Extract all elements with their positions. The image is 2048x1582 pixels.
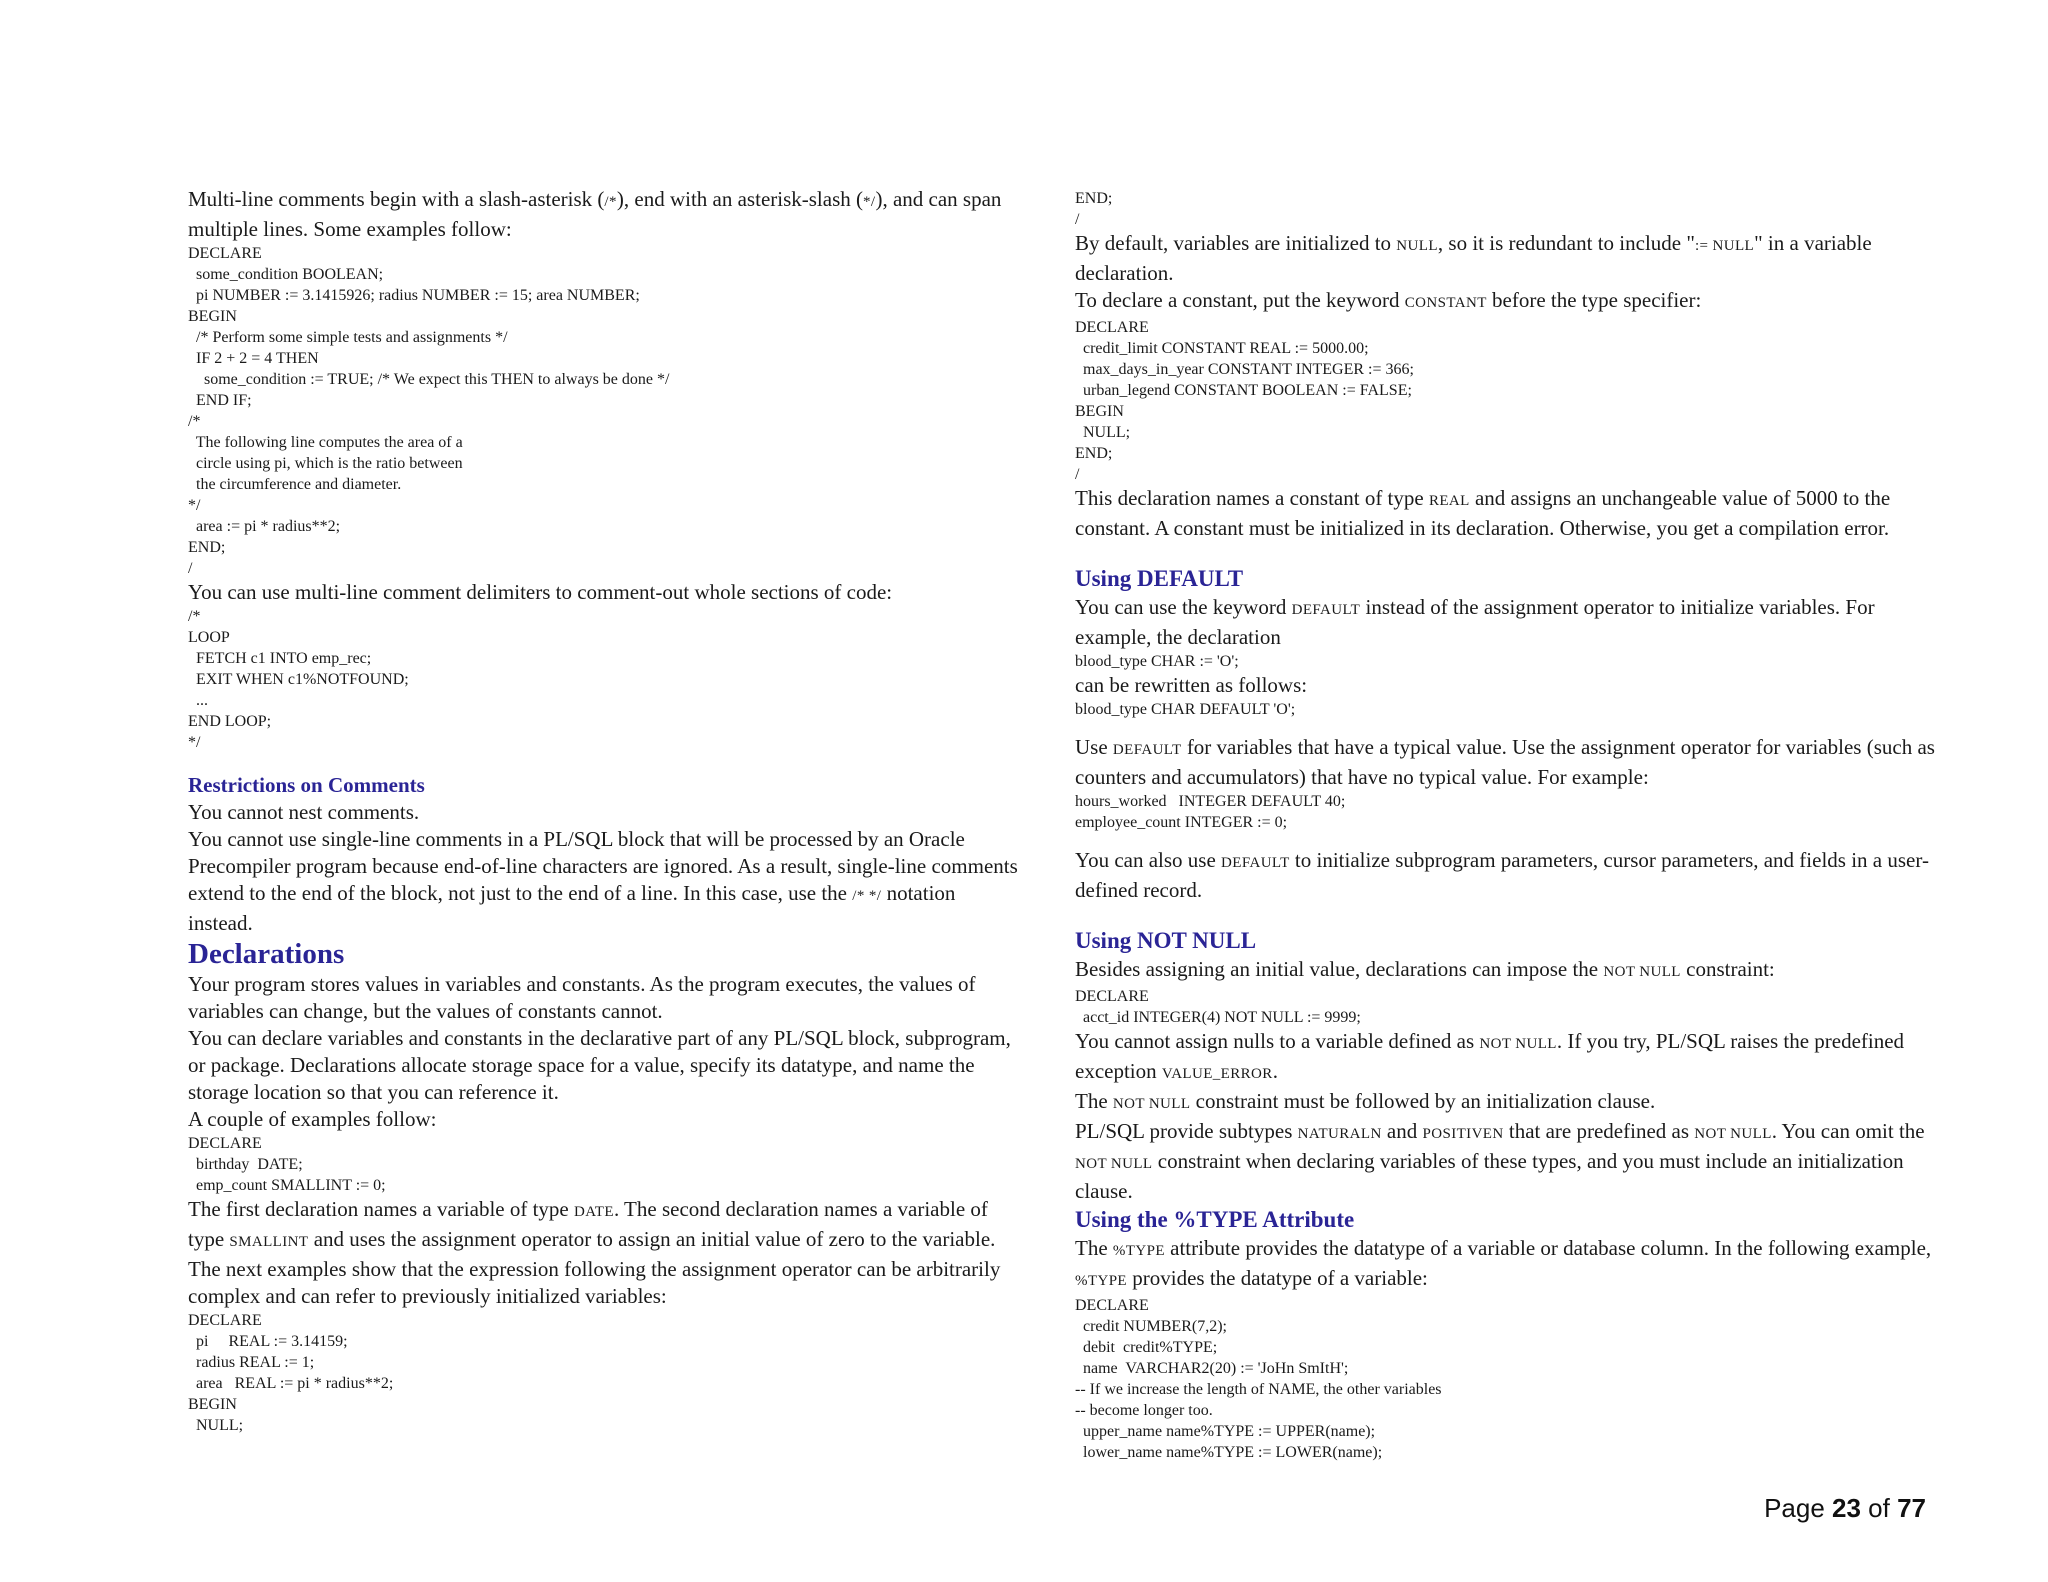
code-line: -- become longer too. — [1075, 1402, 1213, 1419]
code-line: LOOP — [188, 629, 230, 646]
operator-text: /* — [604, 194, 617, 210]
code-line: credit_limit CONSTANT REAL := 5000.00; — [1075, 340, 1369, 357]
keyword-text: DEFAULT — [1291, 602, 1361, 618]
code-line: END; — [1075, 445, 1113, 462]
code-line: The following line computes the area of a — [188, 434, 463, 451]
code-block-3 — [188, 1133, 1018, 1196]
keyword-text: %TYPE — [1112, 1243, 1165, 1259]
heading-restrictions-on-comments: Restrictions on Comments — [188, 773, 425, 797]
text: To declare a constant, put the keyword — [1075, 288, 1405, 312]
keyword-text: CONSTANT — [1404, 295, 1487, 311]
text: You cannot assign nulls to a variable defined as — [1075, 1029, 1480, 1053]
text: . You can omit the — [1771, 1119, 1925, 1143]
code-line: DECLARE — [1075, 319, 1149, 336]
code-line: -- If we increase the length of NAME, the other variables — [1075, 1381, 1442, 1398]
code-line: FETCH c1 INTO emp_rec; — [188, 650, 372, 667]
keyword-text: VALUE_ERROR — [1161, 1066, 1273, 1082]
text: . If you try, PL/SQL raises the predefined exception — [1075, 1029, 1905, 1083]
keyword-text: NULL — [1396, 238, 1438, 254]
operator-text: /* */ — [852, 888, 882, 904]
code-block-9 — [1075, 791, 1940, 833]
paragraph-also-default — [1075, 847, 1940, 904]
code-line: the circumference and diameter. — [188, 476, 402, 493]
keyword-text: NOT NULL — [1112, 1096, 1191, 1112]
code-line: area := pi * radius**2; — [188, 518, 341, 535]
paragraph-first-decl — [188, 1196, 1018, 1256]
code-line: ... — [188, 692, 208, 709]
text: and uses the assignment operator to assign an initial value of zero to the variable. — [308, 1227, 996, 1251]
code-line: blood_type CHAR := 'O'; — [1075, 653, 1239, 670]
code-block-8 — [1075, 699, 1940, 720]
text: " in a variable declaration. — [1075, 231, 1872, 285]
code-line: birthday DATE; — [188, 1156, 303, 1173]
code-block-5 — [1075, 188, 1940, 230]
code-line: credit NUMBER(7,2); — [1075, 1318, 1227, 1335]
footer-of: of — [1860, 1493, 1898, 1523]
keyword-text: DEFAULT — [1112, 742, 1182, 758]
code-line: */ — [188, 497, 201, 514]
paragraph-no-nest: You cannot nest comments. — [188, 800, 420, 824]
keyword-text: NOT NULL — [1075, 1156, 1153, 1172]
code-line: /* — [188, 608, 201, 625]
code-line: DECLARE — [188, 245, 262, 262]
code-line: /* Perform some simple tests and assignments */ — [188, 329, 508, 346]
paragraph-single-line — [188, 826, 1018, 937]
code-line: END; — [1075, 190, 1113, 207]
code-line: pi REAL := 3.14159; — [188, 1333, 348, 1350]
text: The — [1075, 1089, 1113, 1113]
code-line: / — [1075, 211, 1080, 228]
paragraph-rewritten: can be rewritten as follows: — [1075, 673, 1308, 697]
left-column — [188, 186, 1018, 1436]
code-line: area REAL := pi * radius**2; — [188, 1375, 394, 1392]
code-block-10 — [1075, 986, 1940, 1028]
code-line: urban_legend CONSTANT BOOLEAN := FALSE; — [1075, 382, 1412, 399]
paragraph-comment-out: You can use multi-line comment delimiters to comment-out whole sections of code: — [188, 580, 893, 604]
code-line: /* — [188, 413, 201, 430]
text: , so it is redundant to include " — [1437, 231, 1695, 255]
paragraph-notnull-3 — [1075, 1088, 1940, 1118]
text: Besides assigning an initial value, declarations can impose the — [1075, 957, 1604, 981]
paragraph-default-keyword — [1075, 594, 1940, 651]
paragraph-default-init — [1075, 230, 1940, 287]
text: for variables that have a typical value. Use the assignment operator for variables (such as counters and accumulators) that have no typical value. For example: — [1075, 735, 1935, 789]
code-line: employee_count INTEGER := 0; — [1075, 814, 1288, 831]
code-line: max_days_in_year CONSTANT INTEGER := 366; — [1075, 361, 1414, 378]
code-block-4 — [188, 1310, 1018, 1436]
keyword-text: DATE — [574, 1204, 614, 1220]
code-line: */ — [188, 734, 201, 751]
operator-text: */ — [863, 194, 876, 210]
text: and — [1381, 1119, 1423, 1143]
keyword-text: NOT NULL — [1694, 1126, 1772, 1142]
code-line: upper_name name%TYPE := UPPER(name); — [1075, 1423, 1376, 1440]
paragraph-use-default — [1075, 734, 1940, 791]
code-line: some_condition BOOLEAN; — [188, 266, 384, 283]
paragraph-decl-1: Your program stores values in variables and constants. As the program executes, the values of variables can change, but the values of constants cannot. — [188, 972, 976, 1023]
code-line: NULL; — [1075, 424, 1131, 441]
paragraph-constant — [1075, 287, 1940, 317]
text: Multi-line comments begin with a slash-asterisk ( — [188, 187, 605, 211]
code-line: DECLARE — [1075, 1297, 1149, 1314]
right-column — [1075, 188, 1940, 1463]
text: that are predefined as — [1503, 1119, 1695, 1143]
code-line: name VARCHAR2(20) := 'JoHn SmItH'; — [1075, 1360, 1349, 1377]
text: This declaration names a constant of type — [1075, 486, 1429, 510]
code-line: / — [1075, 466, 1080, 483]
heading-using-default: Using DEFAULT — [1075, 566, 1244, 591]
total-page-count: 77 — [1897, 1493, 1926, 1523]
paragraph-notnull-1 — [1075, 956, 1940, 986]
heading-using-not-null: Using NOT NULL — [1075, 928, 1257, 953]
keyword-text: DEFAULT — [1221, 855, 1290, 871]
code-line: circle using pi, which is the ratio between — [188, 455, 463, 472]
text: constraint: — [1680, 957, 1775, 981]
text: You cannot use single-line comments in a PL/SQL block that will be processed by an Oracle Precompiler program because end-of-line characters are ignored. As a result, single-line comments extend to the end of the block, not just to the end of a line. In this case, use the — [188, 827, 1018, 905]
code-line: some_condition := TRUE; /* We expect this THEN to always be done */ — [188, 371, 670, 388]
code-line: END IF; — [188, 392, 252, 409]
text: Use — [1075, 735, 1113, 759]
keyword-text: NOT NULL — [1479, 1036, 1557, 1052]
text: You can use the keyword — [1075, 595, 1292, 619]
text: . — [1272, 1059, 1278, 1083]
text: provides the datatype of a variable: — [1127, 1266, 1428, 1290]
text: PL/SQL provide subtypes — [1075, 1119, 1298, 1143]
paragraph-notnull-2 — [1075, 1028, 1940, 1088]
code-block-11 — [1075, 1295, 1940, 1463]
text: ), end with an asterisk-slash ( — [616, 187, 863, 211]
code-line: BEGIN — [1075, 403, 1124, 420]
code-line: radius REAL := 1; — [188, 1354, 315, 1371]
code-block-2 — [188, 606, 1018, 753]
keyword-text: REAL — [1428, 493, 1470, 509]
text: constraint must be followed by an initialization clause. — [1190, 1089, 1656, 1113]
code-line: DECLARE — [188, 1135, 262, 1152]
code-line: debit credit%TYPE; — [1075, 1339, 1218, 1356]
keyword-text: := NULL — [1694, 238, 1755, 254]
paragraph-next-examples: The next examples show that the expression following the assignment operator can be arbitrarily complex and can refer to previously initialized variables: — [188, 1257, 1001, 1308]
paragraph-decl-3: A couple of examples follow: — [188, 1107, 437, 1131]
text: . The second declaration names a variable of type — [188, 1197, 988, 1251]
text: before the type specifier: — [1486, 288, 1702, 312]
paragraph-const-decl — [1075, 485, 1940, 542]
keyword-text: NOT NULL — [1603, 964, 1681, 980]
current-page-number: 23 — [1832, 1493, 1861, 1523]
footer-prefix: Page — [1764, 1493, 1833, 1523]
keyword-text: POSITIVEN — [1422, 1126, 1504, 1142]
page-number-footer — [1764, 1493, 1926, 1524]
paragraph-decl-2: You can declare variables and constants in the declarative part of any PL/SQL block, subprogram, or package. Declarations allocate storage space for a value, specify its datatype, and name the storage location so that you can reference it. — [188, 1026, 1011, 1104]
code-line: END LOOP; — [188, 713, 272, 730]
code-line: END; — [188, 539, 226, 556]
code-line: lower_name name%TYPE := LOWER(name); — [1075, 1444, 1383, 1461]
code-line: DECLARE — [188, 1312, 262, 1329]
code-block-6 — [1075, 317, 1940, 485]
text: to initialize subprogram parameters, cursor parameters, and fields in a user-defined record. — [1075, 848, 1929, 902]
code-line: DECLARE — [1075, 988, 1149, 1005]
text: and assigns an unchangeable value of 5000 to the constant. A constant must be initialized in its declaration. Otherwise, you get a compilation error. — [1075, 486, 1891, 540]
code-line: BEGIN — [188, 308, 237, 325]
code-block-1 — [188, 243, 1018, 579]
code-line: NULL; — [188, 1417, 244, 1434]
heading-declarations: Declarations — [188, 938, 345, 970]
text: constraint when declaring variables of these types, and you must include an initialization clause. — [1075, 1149, 1904, 1203]
code-line: hours_worked INTEGER DEFAULT 40; — [1075, 793, 1346, 810]
keyword-text: NATURALN — [1297, 1126, 1382, 1142]
code-line: / — [188, 560, 193, 577]
code-line: pi NUMBER := 3.1415926; radius NUMBER := 15; area NUMBER; — [188, 287, 640, 304]
text: The — [1075, 1236, 1113, 1260]
text: instead of the assignment operator to initialize variables. For example, the declaration — [1075, 595, 1875, 649]
paragraph-type — [1075, 1235, 1940, 1295]
code-block-7 — [1075, 651, 1940, 672]
code-line: EXIT WHEN c1%NOTFOUND; — [188, 671, 409, 688]
text: You can also use — [1075, 848, 1222, 872]
code-line: blood_type CHAR DEFAULT 'O'; — [1075, 701, 1296, 718]
keyword-text: %TYPE — [1075, 1273, 1127, 1289]
text: notation instead. — [188, 881, 956, 935]
paragraph-multiline-intro — [188, 186, 1018, 243]
code-line: acct_id INTEGER(4) NOT NULL := 9999; — [1075, 1009, 1361, 1026]
code-line: BEGIN — [188, 1396, 237, 1413]
paragraph-notnull-4 — [1075, 1118, 1940, 1205]
text: ), and can span multiple lines. Some examples follow: — [188, 187, 1002, 241]
code-line: IF 2 + 2 = 4 THEN — [188, 350, 319, 367]
text: By default, variables are initialized to — [1075, 231, 1397, 255]
text: The first declaration names a variable of type — [188, 1197, 574, 1221]
text: attribute provides the datatype of a variable or database column. In the following example, — [1164, 1236, 1932, 1260]
heading-using-type-attribute: Using the %TYPE Attribute — [1075, 1207, 1355, 1232]
code-line: emp_count SMALLINT := 0; — [188, 1177, 386, 1194]
keyword-text: SMALLINT — [229, 1234, 309, 1250]
